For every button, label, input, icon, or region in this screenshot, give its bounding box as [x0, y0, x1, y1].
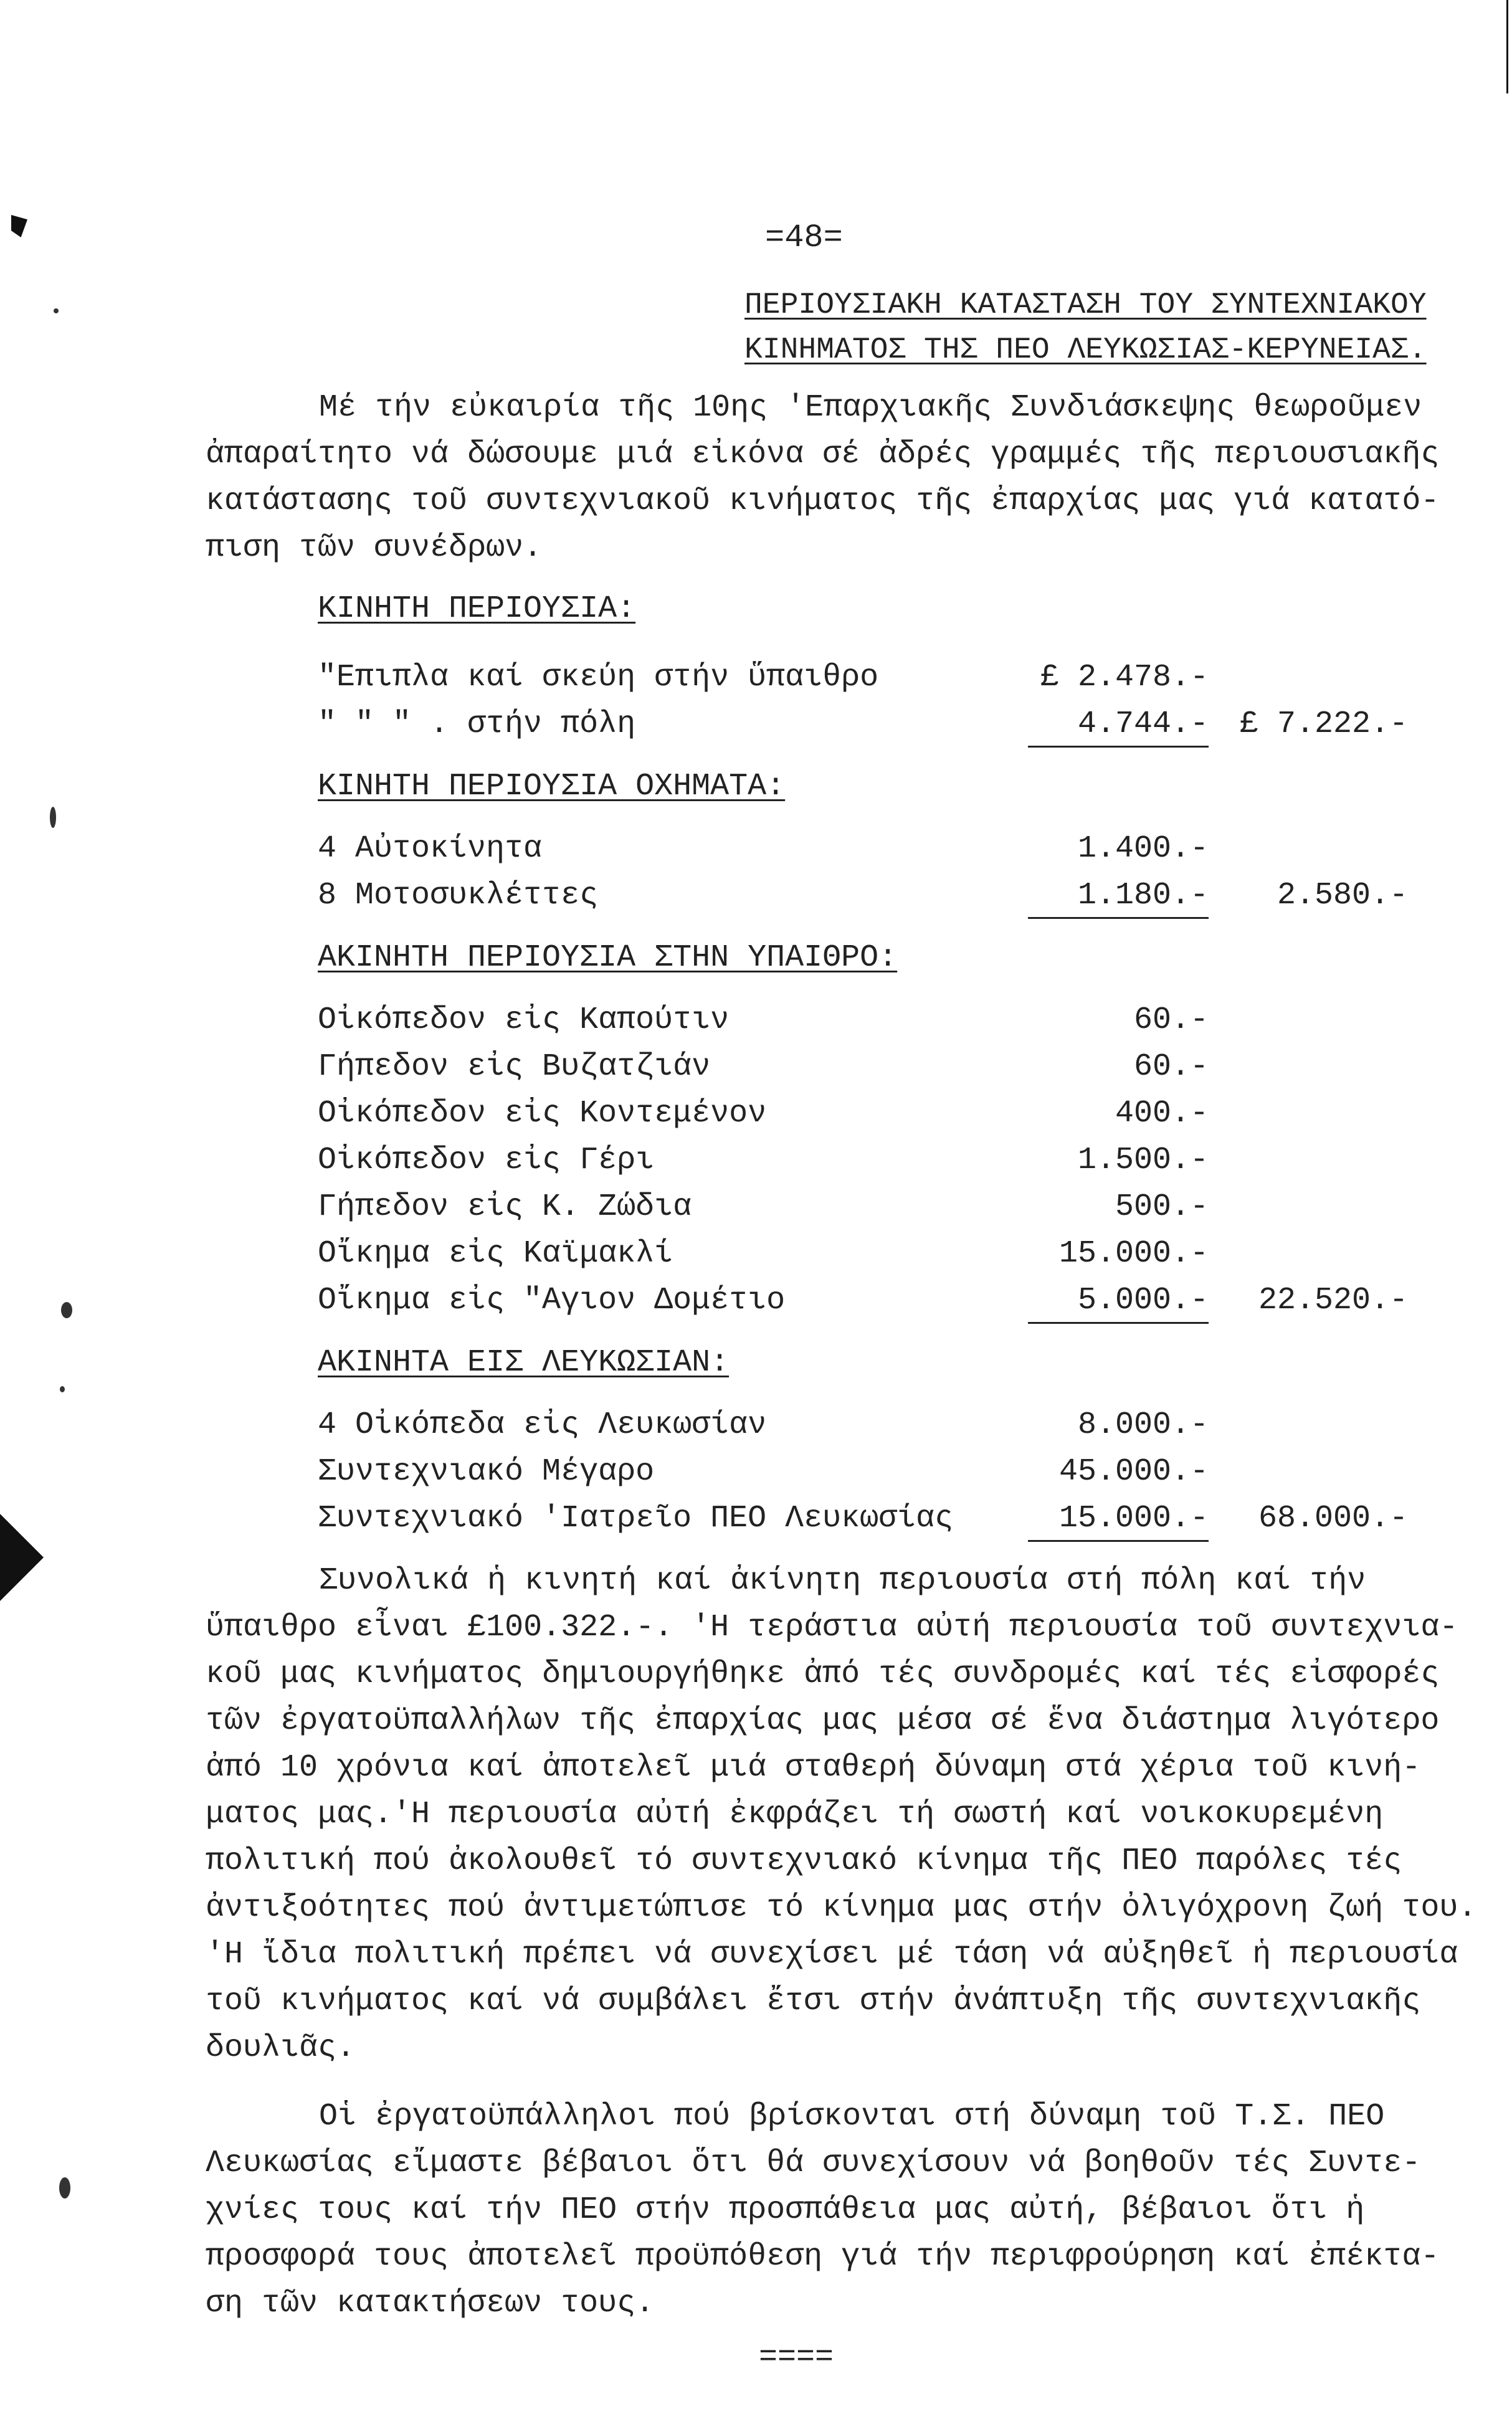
closing-line: ση τῶν κατακτήσεων τους. [206, 2286, 655, 2321]
page-number: =48= [765, 219, 843, 256]
property-item-amount: 4.744.- [1077, 706, 1209, 742]
subtotal-rule [1028, 1322, 1209, 1324]
section-title-countryside-real-estate: ΑΚΙΝΗΤΗ ΠΕΡΙΟΥΣΙΑ ΣΤΗΝ ΥΠΑΙΘΡΟ: [318, 940, 898, 976]
summary-line: Συνολικά ἡ κινητή καί ἀκίνητη περιουσία στή πόλη καί τήν [319, 1563, 1366, 1599]
scan-mark [11, 215, 27, 237]
subtotal-rule [1028, 746, 1209, 748]
property-item-label: Οἴκημα εἰς Καϊμακλί [318, 1236, 673, 1271]
scan-speck [61, 1302, 72, 1318]
summary-line: δουλιᾶς. [206, 2030, 356, 2066]
scan-speck [54, 308, 59, 313]
property-item-amount: 15.000.- [1058, 1236, 1209, 1271]
binder-hole-mark [0, 1514, 44, 1601]
section-total: 22.520.- [1258, 1283, 1408, 1318]
document-heading-line-1: ΠΕΡΙΟΥΣΙΑΚΗ ΚΑΤΑΣΤΑΣΗ ΤΟΥ ΣΥΝΤΕΧΝΙΑΚΟΥ [744, 288, 1427, 322]
page-edge-mark [1506, 0, 1508, 93]
property-item-amount: 15.000.- [1058, 1501, 1209, 1536]
section-total: 2.580.- [1277, 878, 1408, 913]
property-item-label: " " " . στήν πόλη [318, 706, 636, 742]
summary-line: ἀντιξοότητες πού ἀντιμετώπισε τό κίνημα μας στήν ὀλιγόχρονη ζωή του. [206, 1890, 1477, 1926]
property-item-label: 4 Αὐτοκίνητα [318, 831, 543, 867]
property-item-amount: 45.000.- [1058, 1454, 1209, 1490]
document-heading-line-2: ΚΙΝΗΜΑΤΟΣ ΤΗΣ ΠΕΟ ΛΕΥΚΩΣΙΑΣ-ΚΕΡΥΝΕΙΑΣ. [744, 333, 1427, 367]
property-item-amount: 8.000.- [1077, 1407, 1209, 1443]
property-item-label: "Επιπλα καί σκεύη στήν ὕπαιθρο [318, 660, 879, 695]
property-item-label: Οἰκόπεδον εἰς Γέρι [318, 1143, 655, 1178]
summary-line: 'Η ἴδια πολιτική πρέπει νά συνεχίσει μέ τάση νά αὐξηθεῖ ἡ περιουσία [206, 1937, 1458, 1972]
property-item-amount: 60.- [1133, 1049, 1209, 1085]
property-item-amount: 60.- [1133, 1002, 1209, 1038]
property-item-label: Συντεχνιακό 'Ιατρεῖο ΠΕΟ Λευκωσίας [318, 1501, 954, 1536]
property-item-label: Οἴκημα εἰς "Αγιον Δομέτιο [318, 1283, 786, 1318]
scan-speck [50, 807, 56, 828]
summary-line: ὕπαιθρο εἶναι £100.322.-. 'Η τεράστια αὐτή περιουσία τοῦ συντεχνια- [206, 1610, 1458, 1645]
intro-line: πιση τῶν συνέδρων. [206, 530, 543, 566]
property-item-label: 8 Μοτοσυκλέττες [318, 878, 599, 913]
subtotal-rule [1028, 917, 1209, 919]
section-title-movable-property: ΚΙΝΗΤΗ ΠΕΡΙΟΥΣΙΑ: [318, 591, 636, 627]
property-item-amount: 500.- [1115, 1189, 1209, 1225]
property-item-label: 4 Οἰκόπεδα εἰς Λευκωσίαν [318, 1407, 767, 1443]
property-item-amount: 1.500.- [1077, 1143, 1209, 1178]
closing-line: Οἱ ἐργατοϋπάλληλοι πού βρίσκονται στή δύναμη τοῦ Τ.Σ. ΠΕΟ [319, 2099, 1385, 2134]
property-item-label: Συντεχνιακό Μέγαρο [318, 1454, 655, 1490]
property-item-label: Γήπεδον εἰς Βυζατζιάν [318, 1049, 711, 1085]
intro-line: κατάστασης τοῦ συντεχνιακοῦ κινήματος τῆς ἐπαρχίας μας γιά κατατό- [206, 483, 1440, 519]
section-title-nicosia-real-estate: ΑΚΙΝΗΤΑ ΕΙΣ ΛΕΥΚΩΣΙΑΝ: [318, 1345, 730, 1381]
summary-line: ματος μας.'Η περιουσία αὐτή ἐκφράζει τή σωστή καί νοικοκυρεμένη [206, 1797, 1384, 1832]
property-item-amount: 5.000.- [1077, 1283, 1209, 1318]
property-item-amount: 400.- [1115, 1096, 1209, 1131]
section-title-vehicles: ΚΙΝΗΤΗ ΠΕΡΙΟΥΣΙΑ ΟΧΗΜΑΤΑ: [318, 769, 786, 804]
closing-line: προσφορά τους ἀποτελεῖ προϋπόθεση γιά τήν περιφρούρηση καί ἐπέκτα- [206, 2239, 1440, 2274]
end-mark: ==== [759, 2340, 834, 2375]
summary-line: πολιτική πού ἀκολουθεῖ τό συντεχνιακό κίνημα τῆς ΠΕΟ παρόλες τές [206, 1843, 1402, 1879]
closing-line: Λευκωσίας εἴμαστε βέβαιοι ὅτι θά συνεχίσουν νά βοηθοῦν τές Συντε- [206, 2146, 1421, 2181]
property-item-label: Οἰκόπεδον εἰς Καπούτιν [318, 1002, 730, 1038]
subtotal-rule [1028, 1540, 1209, 1542]
summary-line: τοῦ κινήματος καί νά συμβάλει ἔτσι στήν ἀνάπτυξη τῆς συντεχνιακῆς [206, 1984, 1421, 2019]
section-total: 68.000.- [1258, 1501, 1408, 1536]
property-item-label: Οἰκόπεδον εἰς Κοντεμένον [318, 1096, 767, 1131]
scan-speck [59, 2177, 70, 2198]
section-total: £ 7.222.- [1239, 706, 1408, 742]
scan-speck [60, 1386, 65, 1392]
intro-line: ἀπαραίτητο νά δώσουμε μιά εἰκόνα σέ ἀδρές γραμμές τῆς περιουσιακῆς [206, 437, 1440, 472]
summary-line: κοῦ μας κινήματος δημιουργήθηκε ἀπό τές συνδρομές καί τές εἰσφορές [206, 1656, 1440, 1692]
summary-line: ἀπό 10 χρόνια καί ἀποτελεῖ μιά σταθερή δύναμη στά χέρια τοῦ κινή- [206, 1750, 1421, 1785]
property-item-amount: 1.180.- [1077, 878, 1209, 913]
intro-line: Μέ τήν εὐκαιρία τῆς 10ης 'Επαρχιακῆς Συνδιάσκεψης θεωροῦμεν [319, 390, 1422, 425]
summary-line: τῶν ἐργατοϋπαλλήλων τῆς ἐπαρχίας μας μέσα σέ ἕνα διάστημα λιγότερο [206, 1703, 1440, 1739]
property-item-amount: 1.400.- [1077, 831, 1209, 867]
property-item-label: Γήπεδον εἰς Κ. Ζώδια [318, 1189, 692, 1225]
closing-line: χνίες τους καί τήν ΠΕΟ στήν προσπάθεια μας αὐτή, βέβαιοι ὅτι ἡ [206, 2192, 1365, 2228]
property-item-amount: £ 2.478.- [1040, 660, 1209, 695]
